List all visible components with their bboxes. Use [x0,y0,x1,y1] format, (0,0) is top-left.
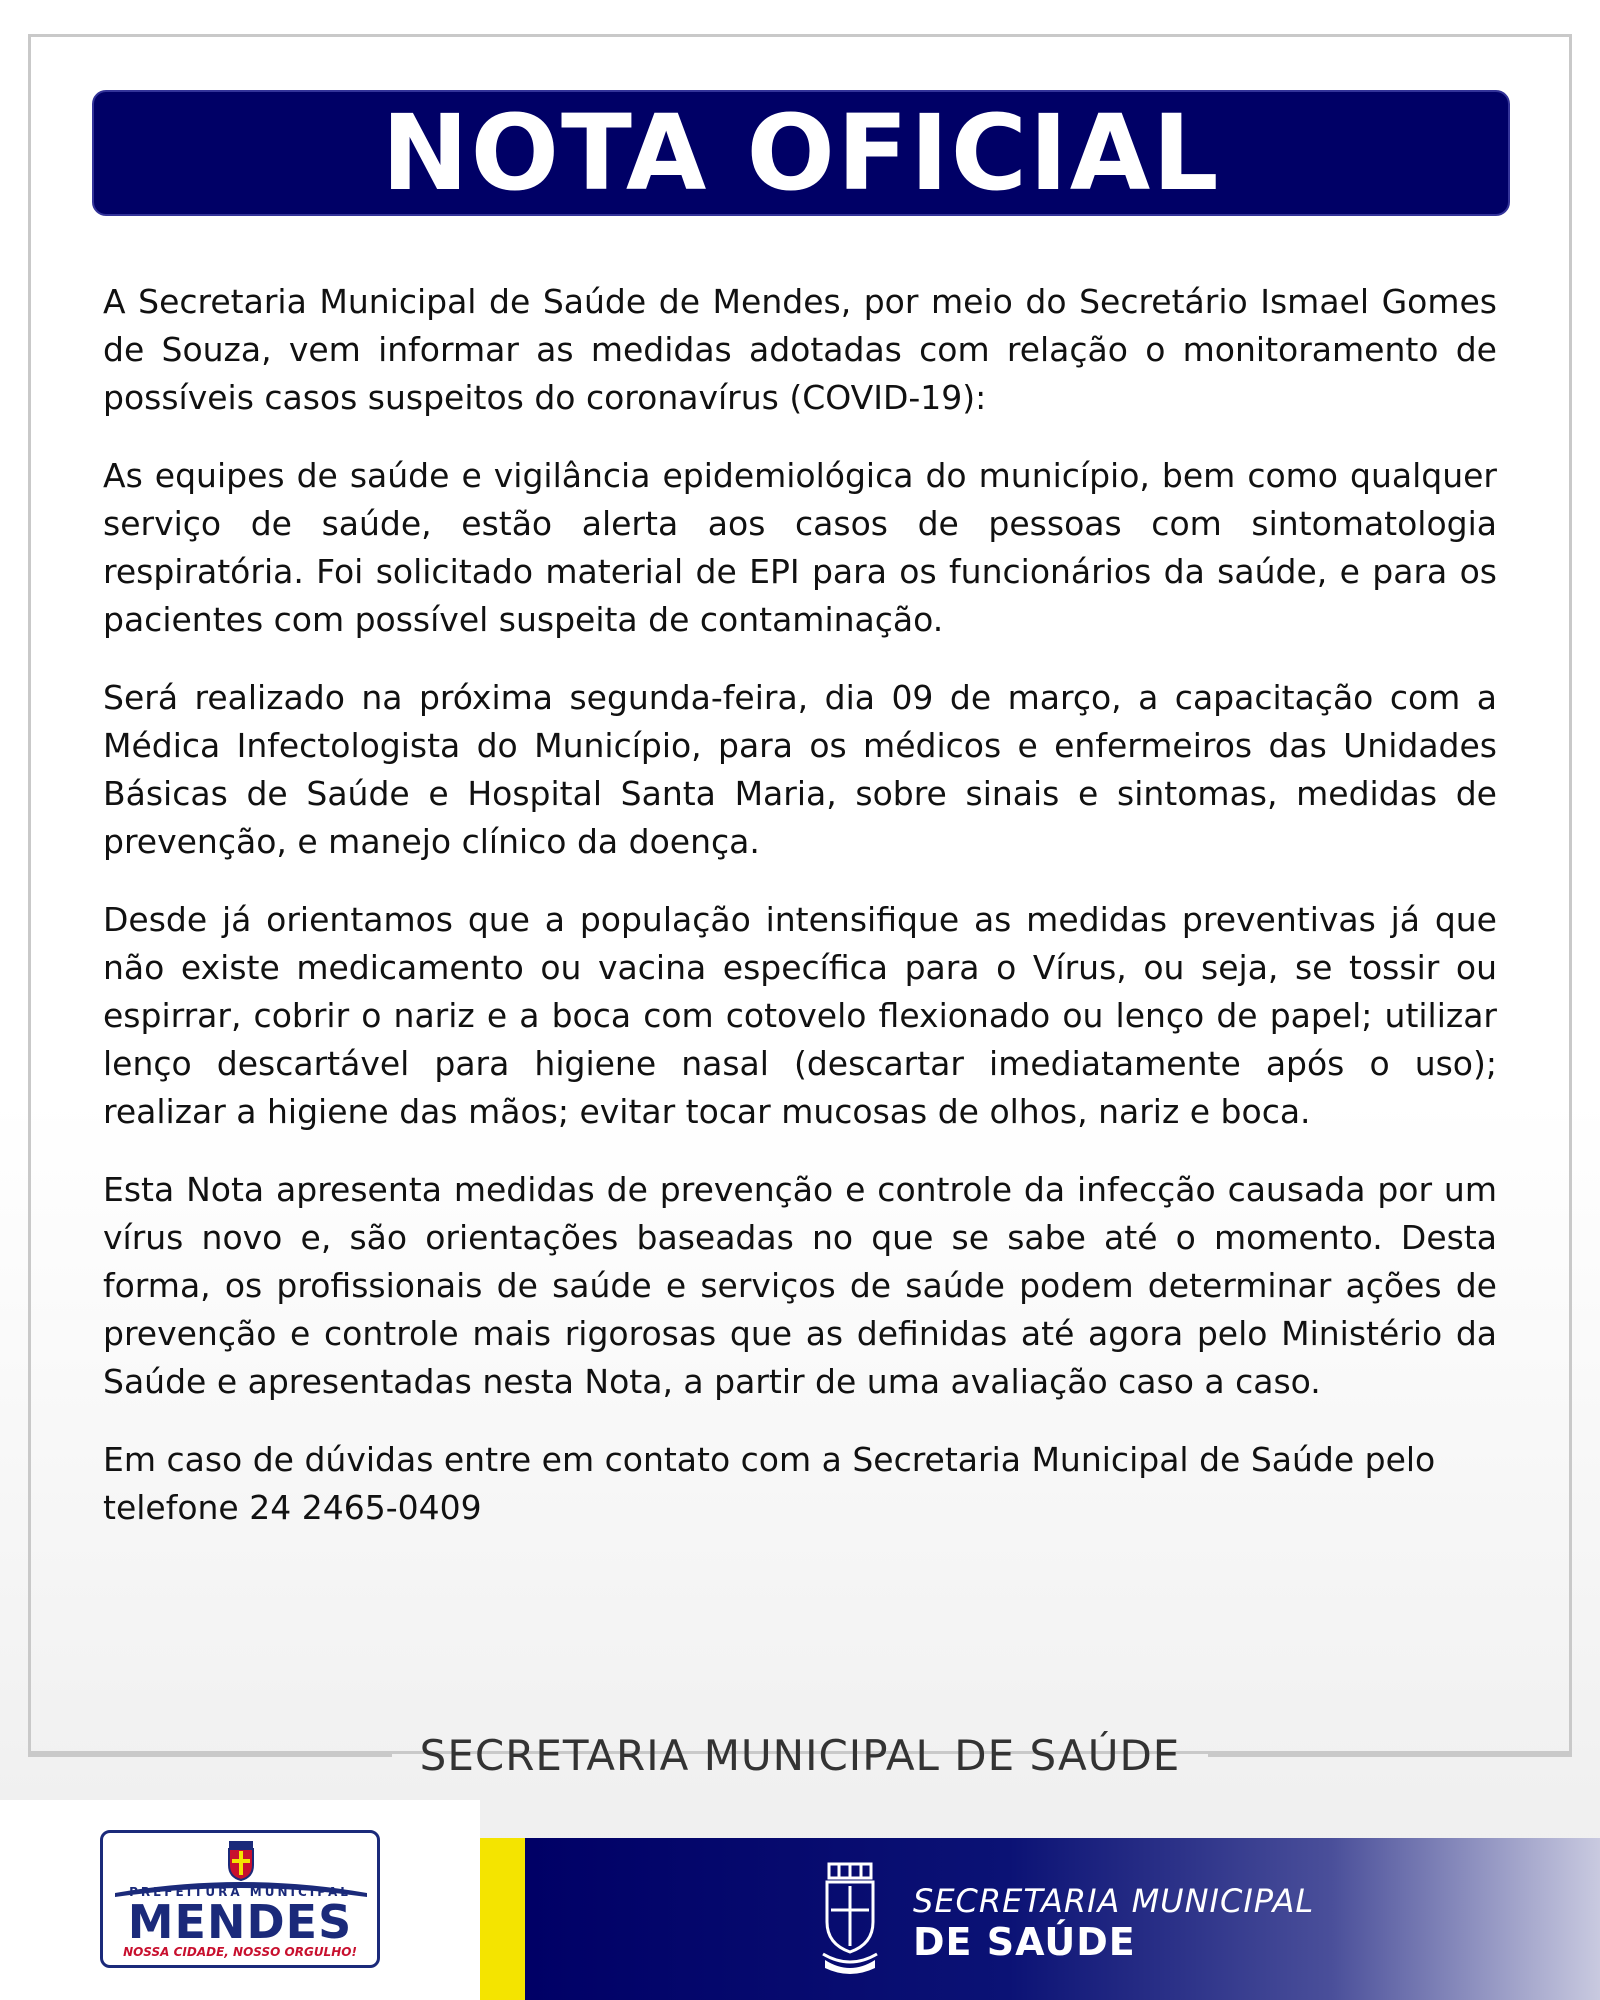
paragraph: As equipes de saúde e vigilância epidemiológica do município, bem como qualquer serviço de saúde, estão alerta aos casos de pessoas com sintomatologia respiratória. Foi solicitado material de EPI para os funcionários da saúde, e para os pacientes com possível suspeita de contaminação. [103,456,1497,639]
crest-icon [815,1860,885,1978]
footer-secretariat-line1: SECRETARIA MUNICIPAL [913,1882,1315,1920]
crest-icon [223,1839,259,1881]
page-title: NOTA OFICIAL [381,92,1221,214]
paragraph: Desde já orientamos que a população intensifique as medidas preventivas já que não existe medicamento ou vacina específica para o Vírus, ou seja, se tossir ou espirrar, cobrir o nariz e a boca com cotovelo flexionado ou lenço de papel; utilizar lenço descartável para higiene nasal (descartar imediatamente após o uso); realizar a higiene das mãos; evitar tocar mucosas de olhos, nariz e boca. [103,900,1497,1131]
logo-name: MENDES [127,1895,353,1949]
signature-divider-left [28,1754,392,1757]
paragraph: Esta Nota apresenta medidas de prevenção e controle da infecção causada por um vírus novo e, são orientações baseadas no que se sabe até o momento. Desta forma, os profissionais de saúde e serviços de saúde podem determinar ações de prevenção e controle mais rigorosas que as definidas até agora pelo Ministério da Saúde e apresentadas nesta Nota, a partir de uma avaliação caso a caso. [103,1170,1497,1401]
signature-row [28,1720,1572,1790]
paragraph: Será realizado na próxima segunda-feira, dia 09 de março, a capacitação com a Médica Infectologista do Município, para os médicos e enfermeiros das Unidades Básicas de Saúde e Hospital Santa Maria, sobre sinais e sintomas, medidas de prevenção, e manejo clínico da doença. [103,678,1497,861]
mendes-logo [100,1830,380,1968]
footer-yellow-stripe [480,1838,525,2000]
paragraph: Em caso de dúvidas entre em contato com a Secretaria Municipal de Saúde pelo telefone 24 2465-0409 [103,1440,1436,1527]
signature-divider-right [1208,1754,1572,1757]
paragraph: A Secretaria Municipal de Saúde de Mendes, por meio do Secretário Ismael Gomes de Souza, vem informar as medidas adotadas com relação o monitoramento de possíveis casos suspeitos do coronavírus (COVID-19): [103,282,1497,417]
title-banner [92,90,1510,216]
signature: SECRETARIA MUNICIPAL DE SAÚDE [419,1730,1181,1780]
footer-secretariat-line2: DE SAÚDE [913,1920,1136,1964]
logo-slogan: NOSSA CIDADE, NOSSO ORGULHO! [123,1945,357,1959]
logo-top-text: PREFEITURA MUNICIPAL [129,1885,351,1899]
notice-body [103,278,1497,1562]
